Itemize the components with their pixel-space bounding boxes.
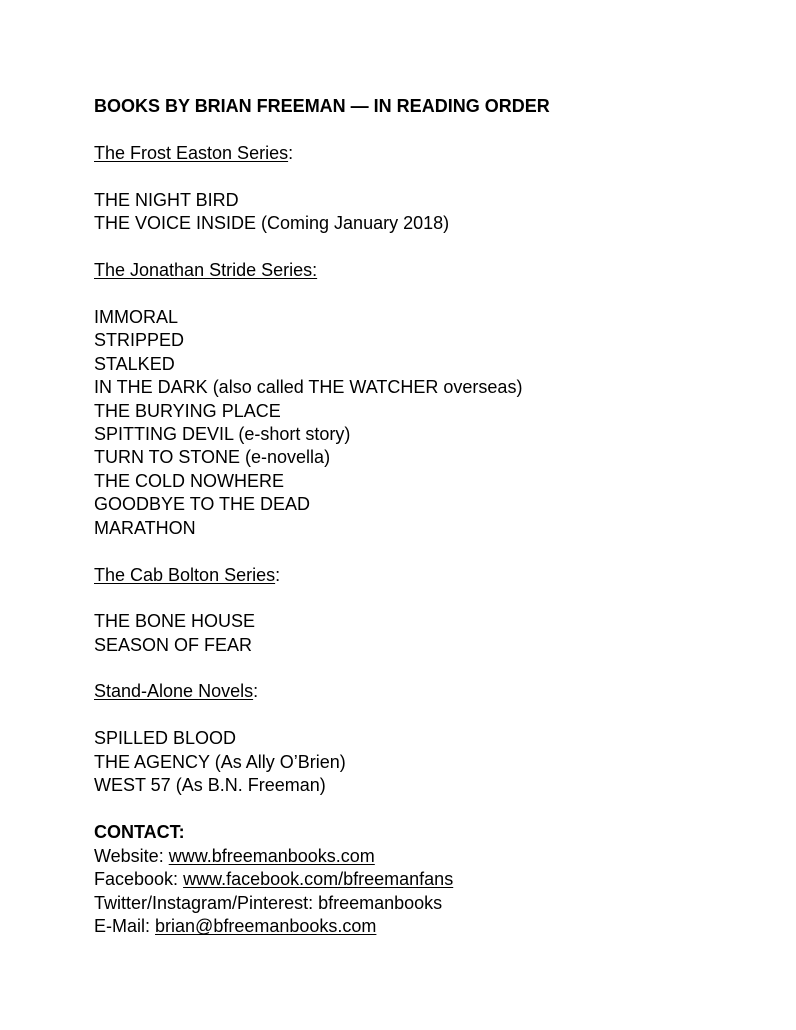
series-heading-colon: : bbox=[288, 143, 294, 163]
contact-label: Facebook: bbox=[94, 869, 184, 889]
book-title: SPILLED BLOOD bbox=[94, 728, 237, 748]
contact-social-row bbox=[94, 892, 442, 915]
series-heading-label: The Cab Bolton Series bbox=[94, 565, 276, 585]
series-heading-jonathan-stride bbox=[94, 259, 317, 282]
book-title: THE AGENCY (As Ally O’Brien) bbox=[94, 752, 346, 772]
contact-heading: CONTACT: bbox=[94, 822, 185, 842]
website-link[interactable]: www.bfreemanbooks.com bbox=[168, 846, 375, 866]
book-title: THE NIGHT BIRD bbox=[94, 190, 239, 210]
series-heading-colon: : bbox=[275, 565, 281, 585]
email-link[interactable]: brian@bfreemanbooks.com bbox=[155, 916, 377, 936]
book-title: MARATHON bbox=[94, 518, 196, 538]
series-heading-label: Stand-Alone Novels bbox=[94, 681, 254, 701]
series-heading-label: The Jonathan Stride Series: bbox=[94, 260, 318, 280]
book-title: GOODBYE TO THE DEAD bbox=[94, 494, 311, 514]
contact-label: Twitter/Instagram/Pinterest: bbox=[94, 893, 319, 913]
book-title: IN THE DARK (also called THE WATCHER overseas) bbox=[94, 377, 523, 397]
book-title: THE VOICE INSIDE (Coming January 2018) bbox=[94, 213, 450, 233]
book-title: SEASON OF FEAR bbox=[94, 635, 253, 655]
contact-facebook-row bbox=[94, 868, 453, 891]
series-heading-cab-bolton bbox=[94, 564, 280, 587]
book-title: WEST 57 (As B.N. Freeman) bbox=[94, 775, 326, 795]
book-title: STALKED bbox=[94, 354, 175, 374]
facebook-link[interactable]: www.facebook.com/bfreemanfans bbox=[183, 869, 454, 889]
series-heading-stand-alone bbox=[94, 680, 258, 703]
contact-label: E-Mail: bbox=[94, 916, 156, 936]
contact-website-row bbox=[94, 845, 375, 868]
book-title: STRIPPED bbox=[94, 330, 185, 350]
book-title: THE BURYING PLACE bbox=[94, 401, 281, 421]
book-title: THE COLD NOWHERE bbox=[94, 471, 285, 491]
contact-email-row bbox=[94, 915, 376, 938]
series-heading-colon: : bbox=[253, 681, 259, 701]
book-title: IMMORAL bbox=[94, 307, 179, 327]
page-title: BOOKS BY BRIAN FREEMAN — IN READING ORDER bbox=[94, 96, 550, 116]
series-heading-label: The Frost Easton Series bbox=[94, 143, 289, 163]
social-handle: bfreemanbooks bbox=[318, 893, 443, 913]
book-title: SPITTING DEVIL (e-short story) bbox=[94, 424, 351, 444]
book-title: TURN TO STONE (e-novella) bbox=[94, 447, 331, 467]
contact-label: Website: bbox=[94, 846, 169, 866]
series-heading-frost-easton bbox=[94, 142, 293, 165]
book-title: THE BONE HOUSE bbox=[94, 611, 256, 631]
